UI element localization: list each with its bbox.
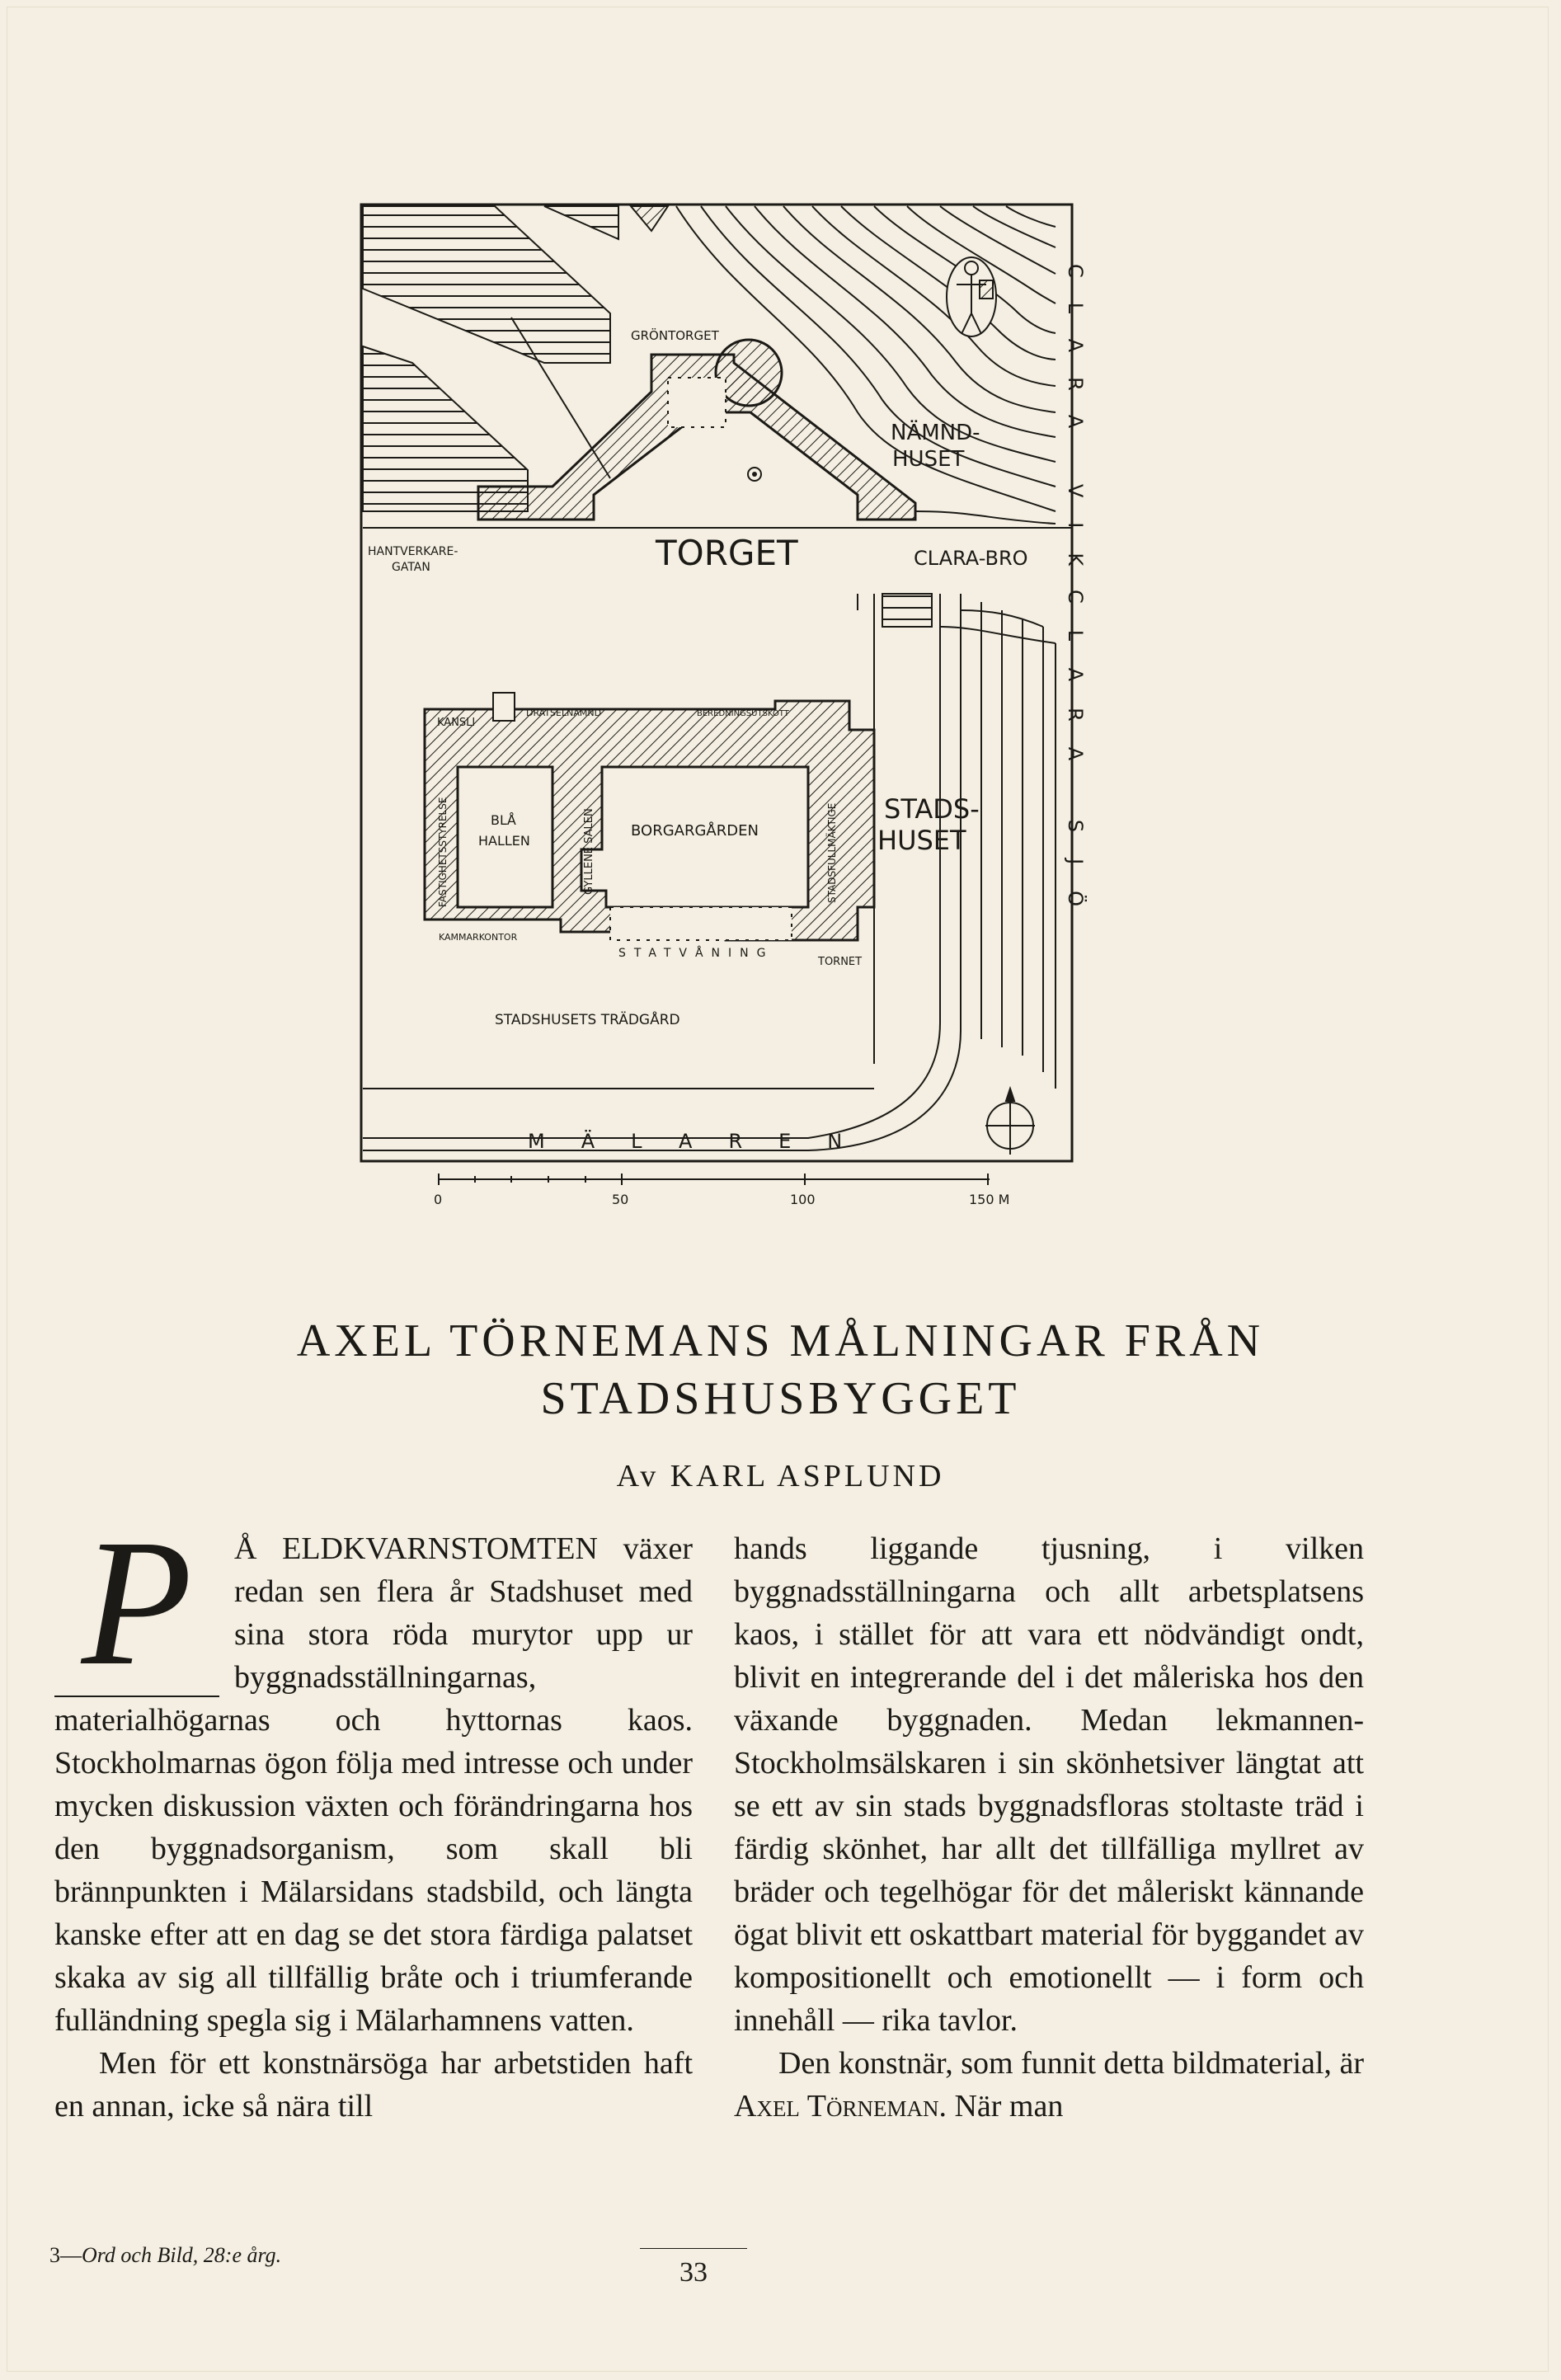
label-namndhuset-1: NÄMND-	[891, 421, 980, 445]
label-fastighetsstyrelse: FASTIGHETSSTYRELSE	[437, 797, 449, 907]
left-column	[54, 1502, 693, 2128]
right-column	[734, 1527, 1364, 2128]
label-hantverkaregatan-2: GATAN	[392, 561, 430, 574]
label-borgargarden: BORGARGÅRDEN	[631, 822, 759, 840]
label-bla-hallen-1: BLÅ	[491, 812, 516, 828]
label-clara-sjo: CLARA SJÖ	[1064, 590, 1087, 934]
label-bla-hallen-2: HALLEN	[478, 833, 530, 849]
footnote-prefix: 3—	[49, 2243, 82, 2267]
page-number: 33	[640, 2248, 747, 2288]
article-title-line1: AXEL TÖRNEMANS MÅLNINGAR FRÅN	[296, 1315, 1265, 1366]
label-stadsfullmaktige: STADSFULLMÄKTIGE	[826, 802, 838, 903]
label-hantverkaregatan-1: HANTVERKARE-	[368, 545, 458, 558]
artist-name: Axel Törneman	[734, 2089, 939, 2124]
journal-footnote	[49, 2243, 281, 2268]
label-drotselnamnd: DRÄTSELNÄMND	[526, 708, 602, 718]
statue-icon	[947, 257, 996, 336]
site-plan-map	[346, 198, 1088, 1221]
label-statvaning: STATVÅNING	[618, 947, 774, 960]
label-kansli: KANSLI	[437, 717, 476, 729]
scale-label-50: 50	[612, 1192, 629, 1207]
label-tornet: TORNET	[818, 956, 863, 968]
namndhuset-building	[478, 340, 915, 520]
label-kammarkontor: KAMMARKONTOR	[439, 932, 518, 943]
label-gyllene-salen: GYLLENE SALEN	[583, 808, 595, 895]
label-clara-vik: CLARA VIK	[1064, 264, 1087, 591]
map-frame	[361, 205, 1072, 1161]
right-paragraph-2-start: Den konstnär, som funnit detta bildmaterial, är	[778, 2046, 1364, 2081]
label-grontorget: GRÖNTORGET	[631, 328, 719, 343]
scale-bar	[439, 1174, 990, 1185]
byline: Av KARL ASPLUND	[616, 1459, 945, 1493]
label-clara-bro: CLARA-BRO	[914, 547, 1028, 570]
drop-cap: P	[54, 1532, 219, 1697]
left-paragraph-1: Å ELDKVARNSTOMTEN växer redan sen flera år Stadshuset med sina stora röda murytor upp ur byggnadsställningarnas, materialhögarnas och hyttornas kaos. Stockholmarnas ögon följa med intresse och under mycken diskussion växten och förändringarna hos den byggnadsorganism, som skall bli brännpunkten i Mälarsidans stadsbild, och längta kanske efter att en dag se det stora färdiga palatset skaka av sig all tillfällig bråte och i triumferande fulländning spegla sig i Mälarhamnens vatten.	[54, 1531, 693, 2038]
left-paragraph-2: Men för ett konstnärsöga har arbetstiden haft en annan, icke så nära till	[54, 2046, 693, 2124]
right-paragraph-2-end: . När man	[938, 2089, 1064, 2124]
compass-icon	[985, 1089, 1035, 1155]
label-namndhuset-2: HUSET	[892, 447, 965, 472]
right-paragraph-2	[734, 2042, 1364, 2128]
scale-label-0: 0	[434, 1192, 443, 1207]
label-torget: TORGET	[656, 533, 798, 573]
footnote-journal: Ord och Bild, 28:e årg.	[82, 2243, 282, 2267]
scale-label-150: 150 M	[969, 1192, 1010, 1207]
right-paragraph-1: hands liggande tjusning, i vilken byggnadsställningarna och allt arbetsplatsens kaos, i stället för att vara ett nödvändigt ondt, blivit en integrerande del i det måleriska hos den växande byggnaden. Medan lekmannen-Stockholmsälskaren i sin skönhetsiver längtat att se ett av sin stads byggnadsfloras stoltaste träd i färdig skönhet, har allt det tillfälliga myllret av bräder och tegelhögar för det måleriskt kännande ögat blivit ett oskattbart material för byggandet av kompositionellt och emotionellt — i form och innehåll — rika tavlor.	[734, 1531, 1364, 2038]
label-beredningsutskott: BEREDNINGSUTSKOTT	[697, 709, 789, 718]
label-stadshuset-1: STADS-	[884, 793, 980, 825]
label-stadshuset-2: HUSET	[877, 825, 966, 856]
label-malaren: MÄLAREN	[528, 1130, 879, 1153]
article-title-line2: STADSHUSBYGGET	[540, 1373, 1021, 1424]
label-stadshusets-tradgard: STADSHUSETS TRÄDGÅRD	[495, 1012, 680, 1028]
scale-label-100: 100	[790, 1192, 816, 1207]
